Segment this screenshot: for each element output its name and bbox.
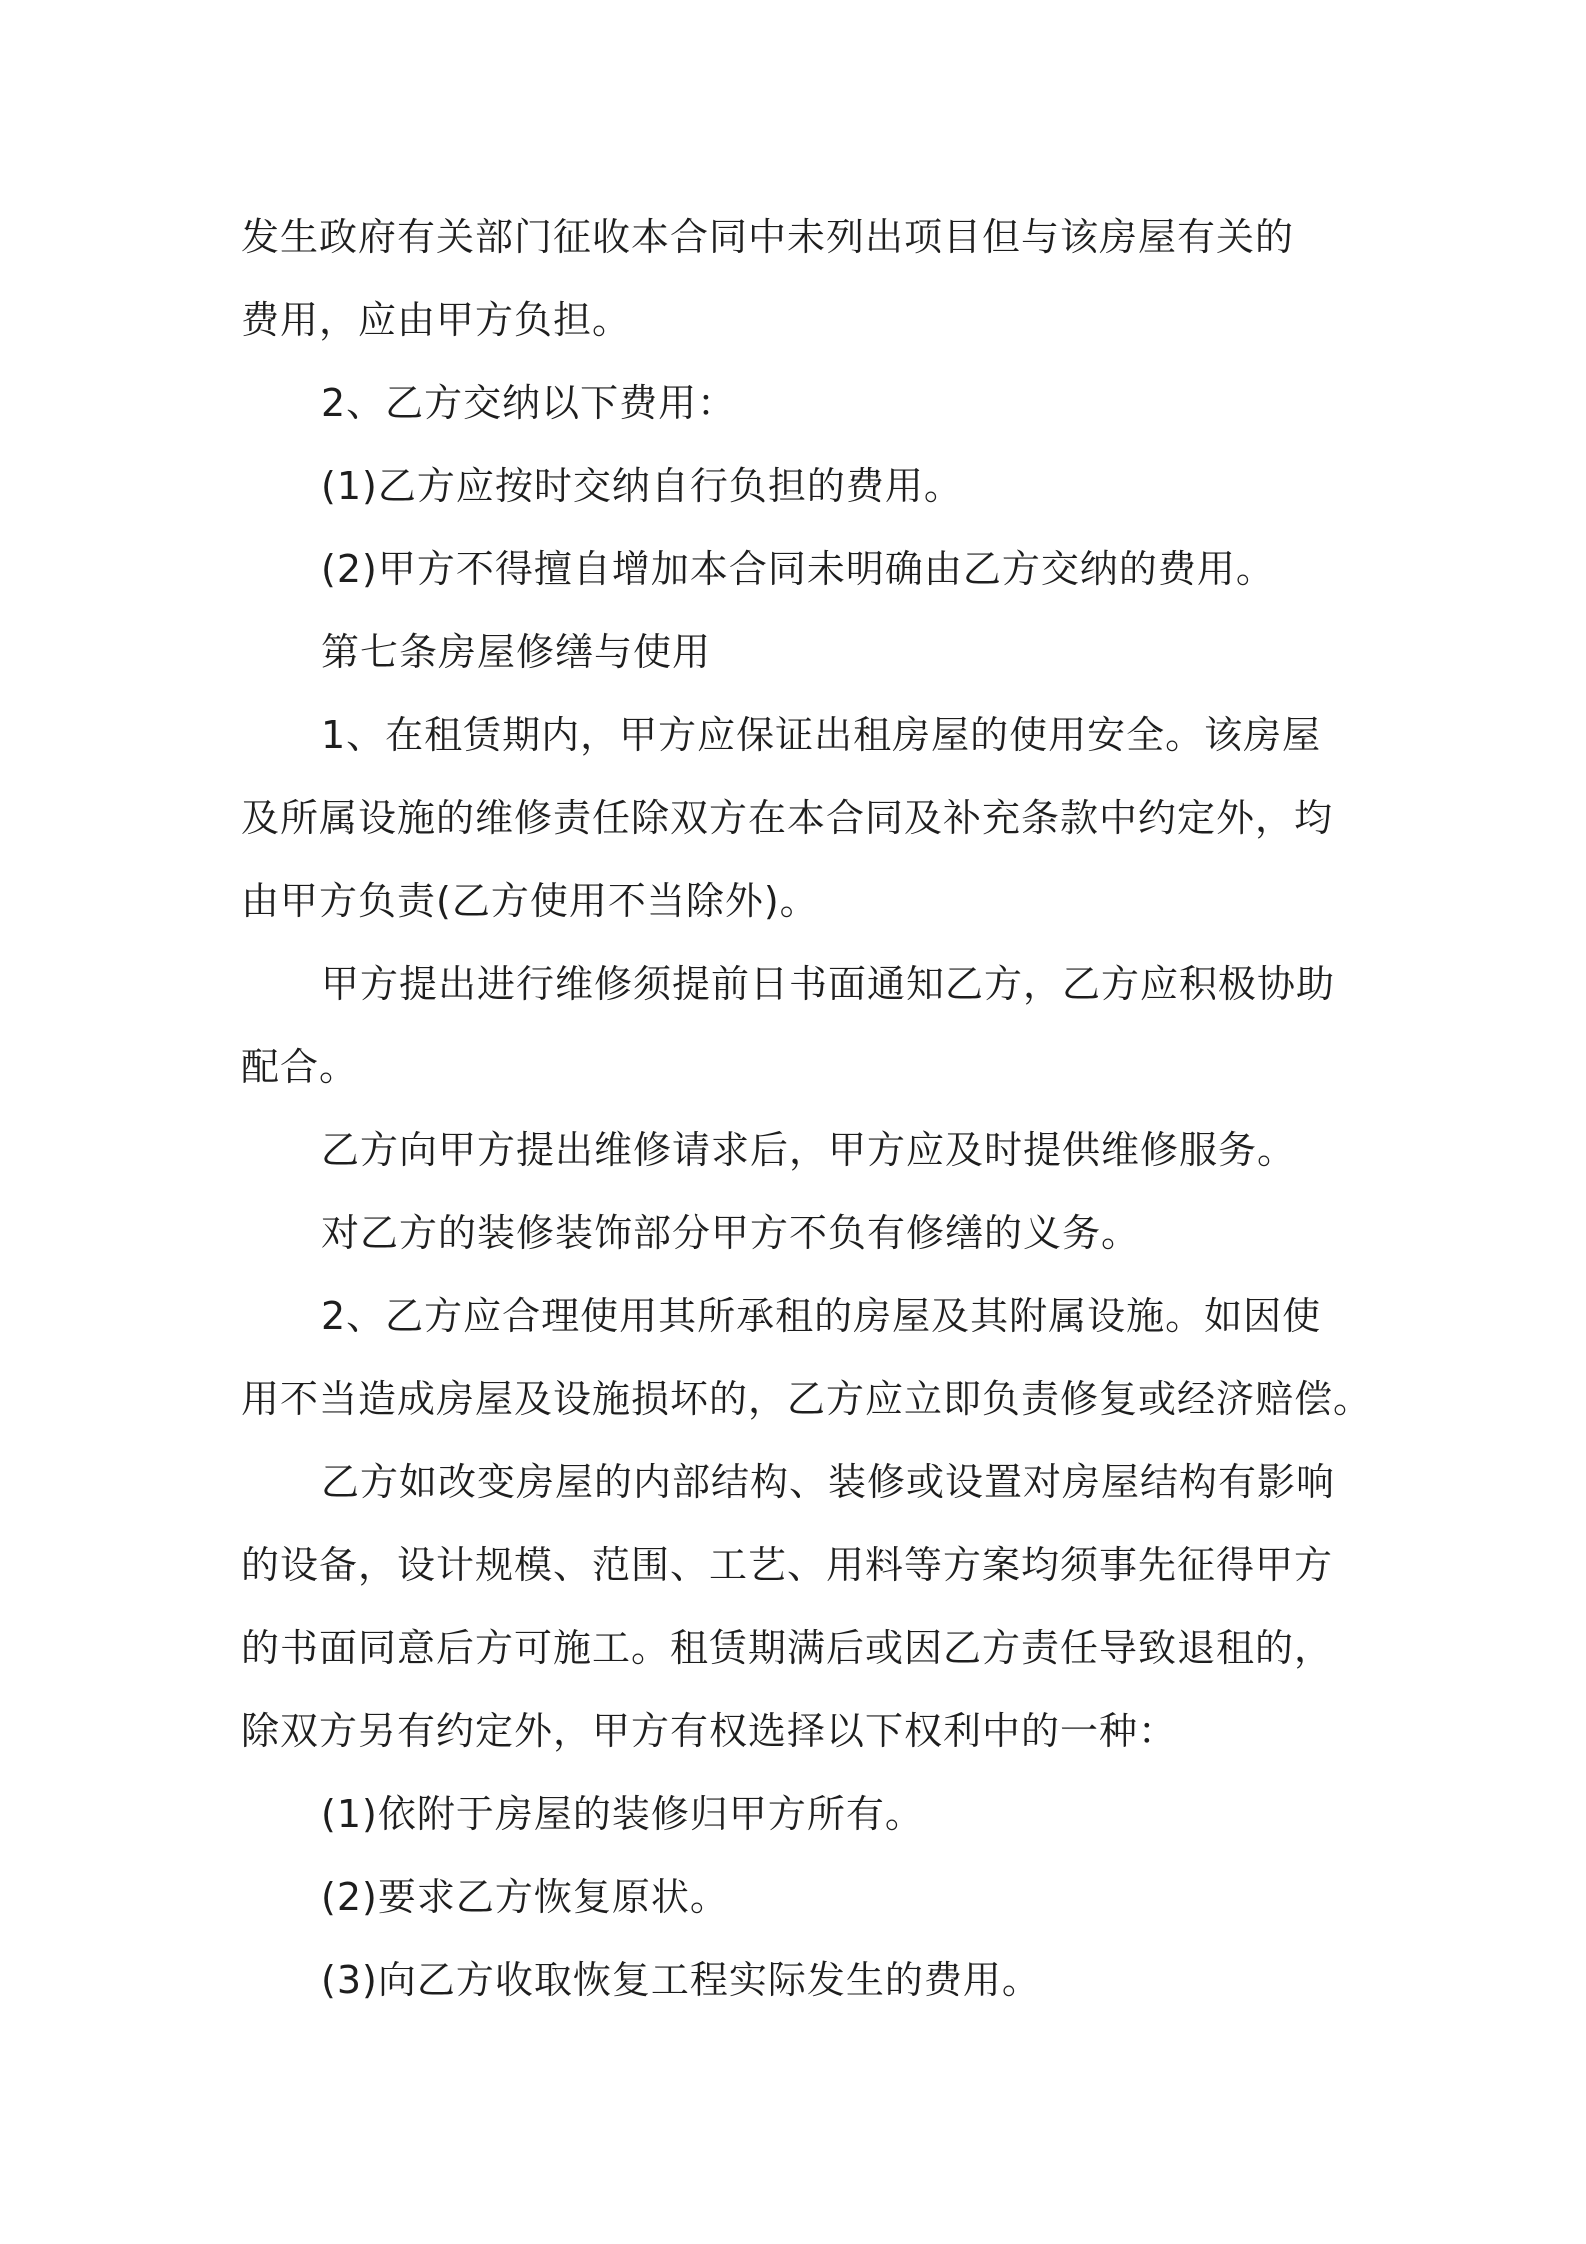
paragraph-line: 2、乙方交纳以下费用：	[321, 381, 737, 425]
paragraph-line: 除双方另有约定外，甲方有权选择以下权利中的一种：	[241, 1709, 1178, 1753]
paragraph-line: 的书面同意后方可施工。租赁期满后或因乙方责任导致退租的，	[241, 1626, 1334, 1670]
paragraph-line: 及所属设施的维修责任除双方在本合同及补充条款中约定外，均	[241, 796, 1334, 840]
paragraph-line: 用不当造成房屋及设施损坏的，乙方应立即负责修复或经济赔偿。	[241, 1377, 1373, 1421]
paragraph-line: (2)甲方不得擅自增加本合同未明确由乙方交纳的费用。	[321, 547, 1275, 591]
paragraph-line: 对乙方的装修装饰部分甲方不负有修缮的义务。	[321, 1211, 1141, 1255]
paragraph-line: (2)要求乙方恢复原状。	[321, 1875, 729, 1919]
paragraph-line: 2、乙方应合理使用其所承租的房屋及其附属设施。如因使	[321, 1294, 1322, 1338]
paragraph-line: (1)乙方应按时交纳自行负担的费用。	[321, 464, 963, 508]
paragraph-line: 发生政府有关部门征收本合同中未列出项目但与该房屋有关的	[241, 215, 1295, 259]
paragraph-line: 乙方向甲方提出维修请求后，甲方应及时提供维修服务。	[321, 1128, 1297, 1172]
paragraph-line: (3)向乙方收取恢复工程实际发生的费用。	[321, 1958, 1041, 2002]
paragraph-line: 第七条房屋修缮与使用	[321, 630, 712, 674]
paragraph-line: 费用，应由甲方负担。	[241, 298, 632, 342]
paragraph-line: 甲方提出进行维修须提前日书面通知乙方，乙方应积极协助	[321, 962, 1336, 1006]
paragraph-line: (1)依附于房屋的装修归甲方所有。	[321, 1792, 924, 1836]
paragraph-line: 的设备，设计规模、范围、工艺、用料等方案均须事先征得甲方	[241, 1543, 1334, 1587]
paragraph-line: 配合。	[241, 1045, 359, 1089]
paragraph-line: 1、在租赁期内，甲方应保证出租房屋的使用安全。该房屋	[321, 713, 1322, 757]
paragraph-line: 乙方如改变房屋的内部结构、装修或设置对房屋结构有影响	[321, 1460, 1336, 1504]
paragraph-line: 由甲方负责(乙方使用不当除外)。	[241, 879, 819, 923]
document-body	[241, 196, 1373, 2022]
